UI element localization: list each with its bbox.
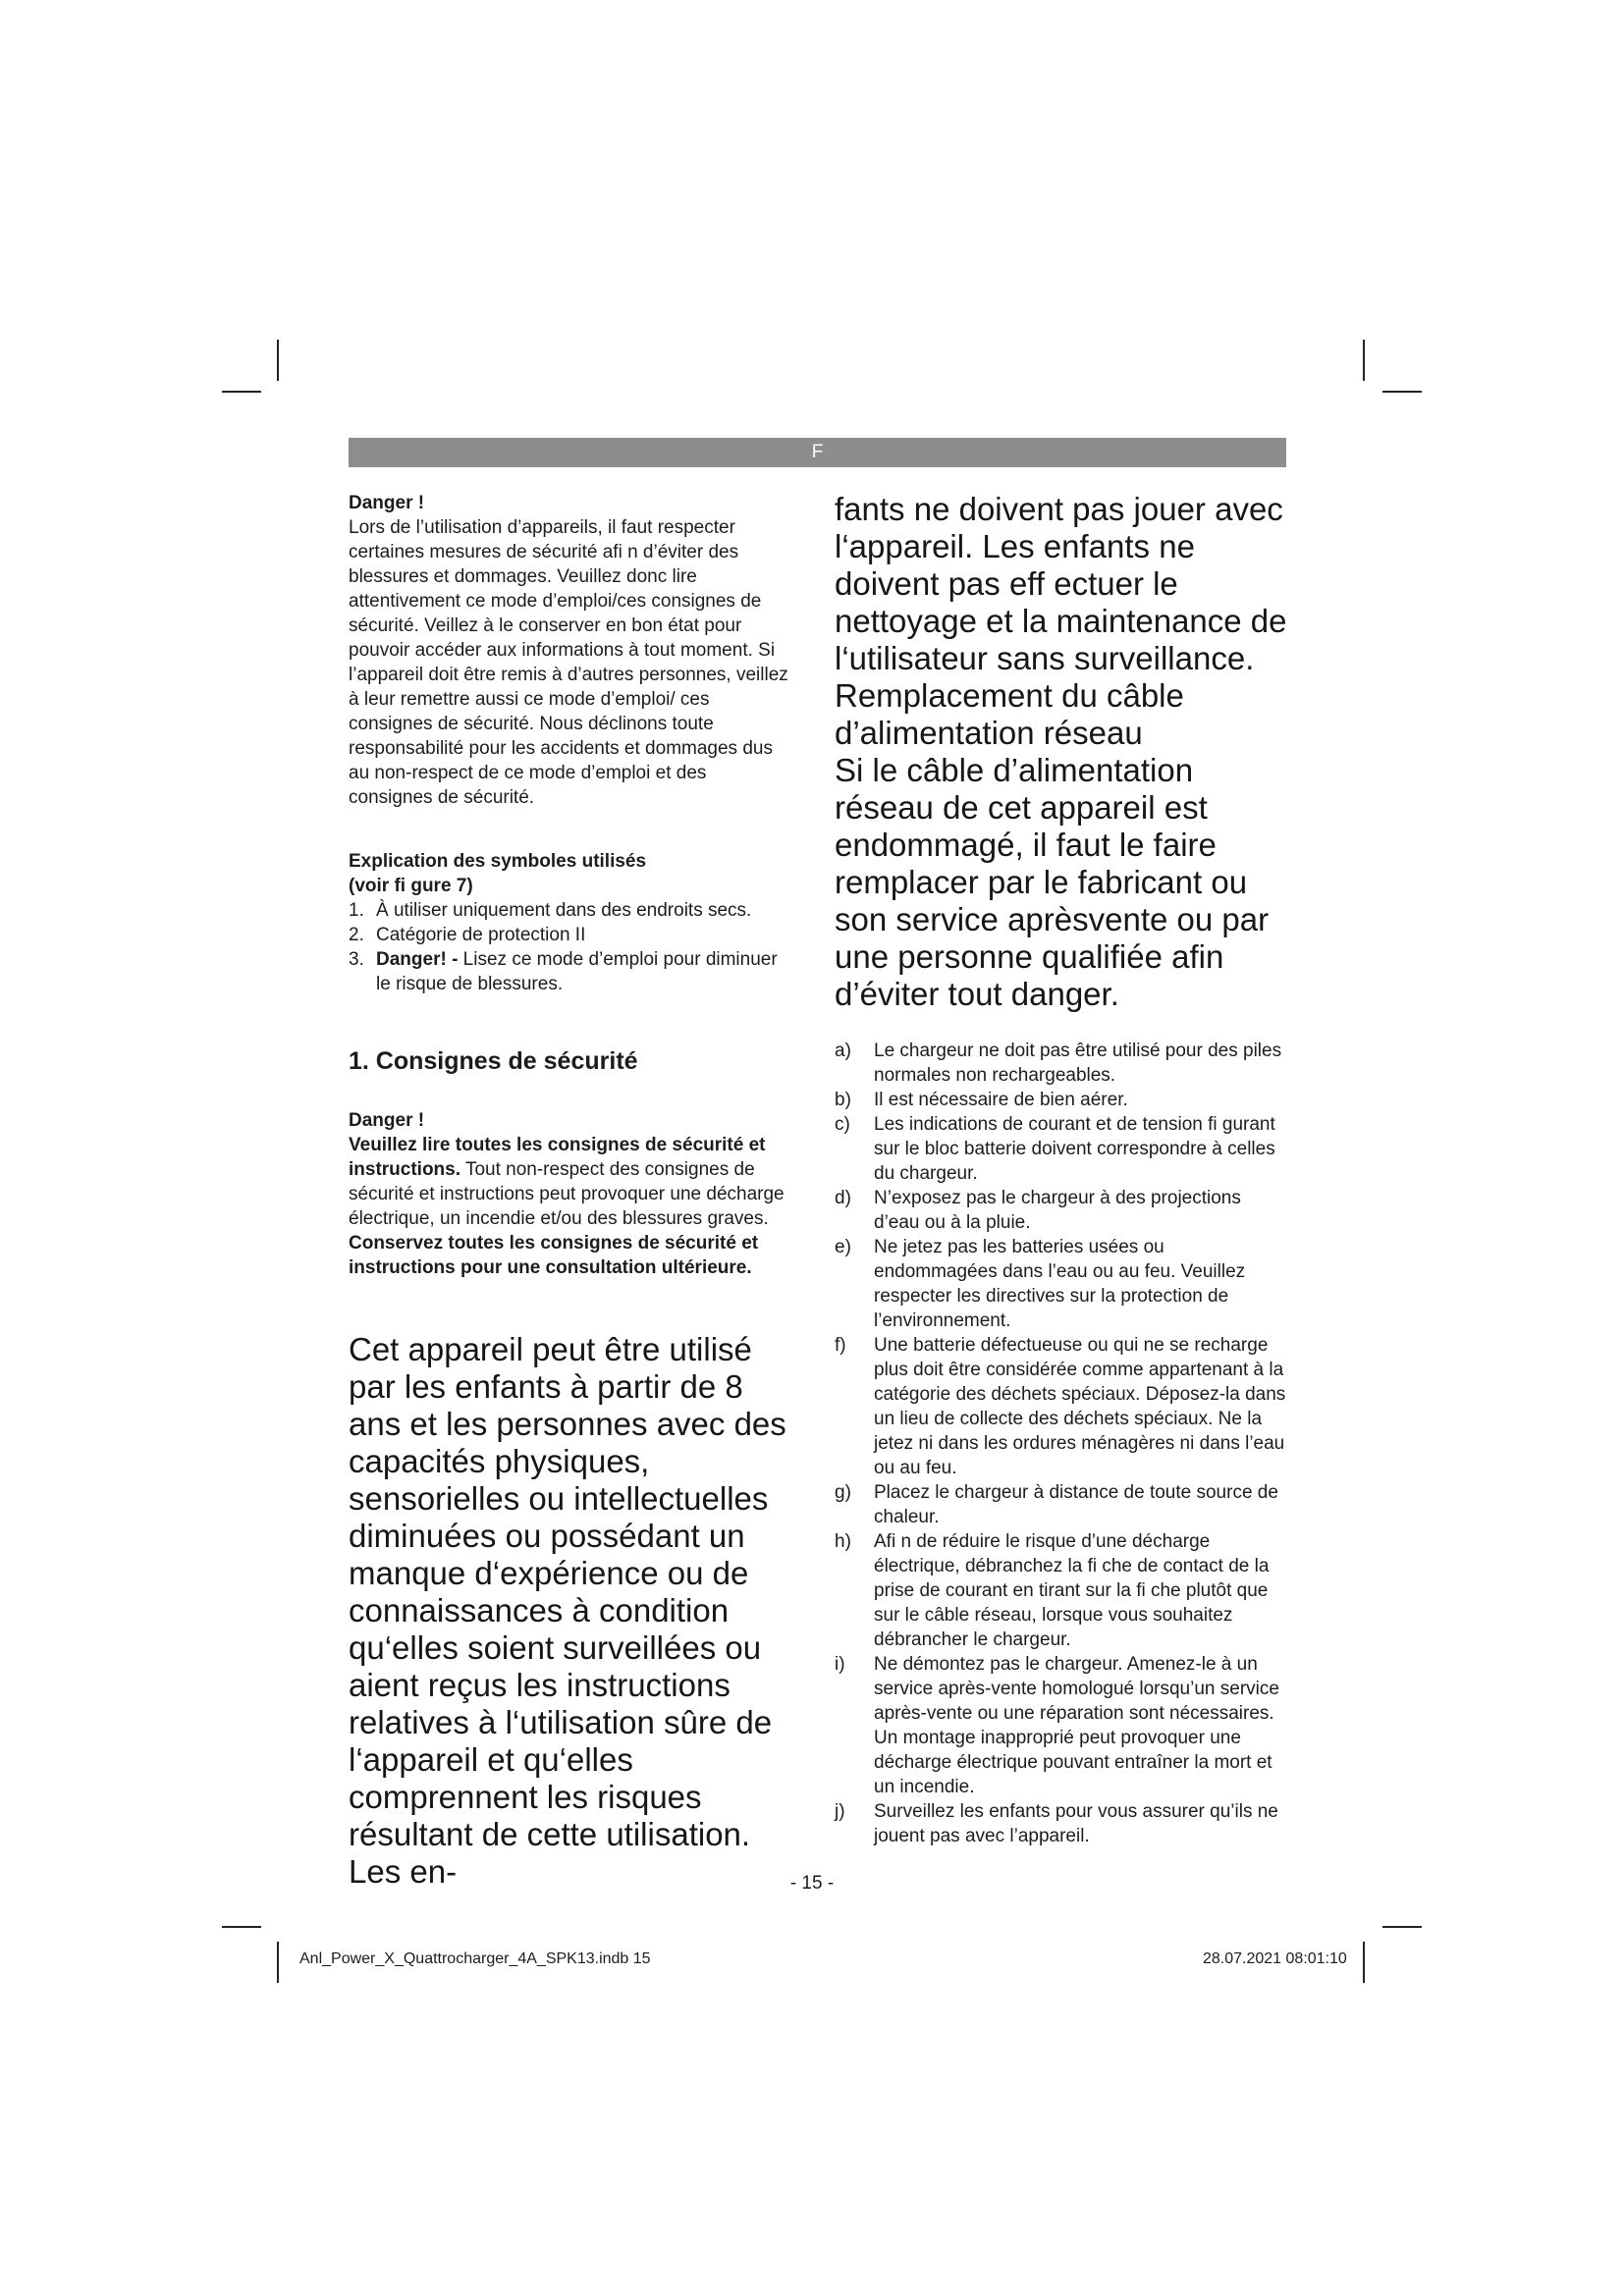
symbols-heading: Explication des symboles utilisés (voir fi gure 7) xyxy=(349,851,647,896)
page-number: - 15 - xyxy=(789,1873,835,1894)
crop-mark-top-right-vertical xyxy=(1363,340,1365,381)
crop-mark-top-left-horizontal xyxy=(222,391,261,393)
crop-mark-top-right-horizontal xyxy=(1382,391,1422,393)
safety-items-list xyxy=(835,1039,1288,1848)
list-item: e) Ne jetez pas les batteries usées ou endommagées dans l’eau ou au feu. Veuillez respecter les directives sur la protection de l’environnement. xyxy=(835,1237,1246,1331)
cable-replacement-title: Remplacement du câble d’alimentation réseau xyxy=(835,677,1184,751)
language-code: F xyxy=(811,442,824,462)
children-warning-continued: fants ne doivent pas jouer avec l‘appareil. Les enfants ne doivent pas eff ectuer le nettoyage et la maintenance de l‘utilisateur sans surveillance. xyxy=(835,491,1287,676)
danger-text: Lors de l’utilisation d’appareils, il faut respecter certaines mesures de sécurité afi n d’éviter des blessures et dommages. Veuillez donc lire attentivement ce mode d’emploi/ces consignes de sécurité. Veillez à le conserver en bon état pour pouvoir accéder aux informations à tout moment. Si l’appareil doit être remis à d’autres personnes, veillez à leur remettre aussi ce mode d’emploi/ ces consignes de sécurité. Nous déclinons toute responsabilité pour les accidents et dommages dus au non-respect de ce mode d’emploi et des consignes de sécurité. xyxy=(349,517,788,808)
danger2-title: Danger ! xyxy=(349,1110,425,1131)
print-slug-timestamp: 28.07.2021 08:01:10 xyxy=(1203,1950,1347,1967)
list-item: 1. À utiliser uniquement dans des endroits secs. xyxy=(349,900,752,921)
list-item: g) Placez le chargeur à distance de toute source de chaleur. xyxy=(835,1482,1278,1527)
children-warning-text: Cet appareil peut être utilisé par les enfants à partir de 8 ans et les personnes avec des capacités physiques, sensorielles ou intellectuelles diminuées ou possédant un manque d‘expérience ou de connaissances à condition qu‘elles soient surveillées ou aient reçus les instructions relatives à l‘utilisation sûre de l‘appareil et qu‘elles comprennent les risques résultant de cette utilisation. Les en- xyxy=(349,1331,786,1890)
list-item: j) Surveillez les enfants pour vous assurer qu’ils ne jouent pas avec l’appareil. xyxy=(835,1801,1278,1846)
danger2-keep-instructions: Conservez toutes les consignes de sécurité et instructions pour une consultation ultérieure. xyxy=(349,1233,759,1278)
list-item: c) Les indications de courant et de tension fi gurant sur le bloc batterie doivent correspondre à celles du chargeur. xyxy=(835,1114,1275,1184)
list-item: a) Le chargeur ne doit pas être utilisé pour des piles normales non rechargeables. xyxy=(835,1041,1282,1086)
crop-mark-bottom-left-vertical xyxy=(277,1942,279,1983)
list-item: b) Il est nécessaire de bien aérer. xyxy=(835,1090,1128,1110)
list-item: h) Afi n de réduire le risque d’une décharge électrique, débranchez la fi che de contact de la prise de courant en tirant sur la fi che plutôt que sur le câble réseau, lorsque vous souhaitez débrancher le chargeur. xyxy=(835,1531,1270,1650)
danger2-text: Veuillez lire toutes les consignes de sécurité et instructions. Tout non-respect des consignes de sécurité et instructions peut provoquer une décharge électrique, un incendie et/ou des blessures graves. xyxy=(349,1135,785,1229)
right-column xyxy=(835,491,1288,1848)
symbols-list xyxy=(349,898,795,996)
crop-mark-bottom-right-horizontal xyxy=(1382,1926,1422,1928)
list-item: i) Ne démontez pas le chargeur. Amenez-le à un service après-vente homologué lorsqu’un service après-vente ou une réparation sont nécessaires. Un montage inapproprié peut provoquer une décharge électrique pouvant entraîner la mort et un incendie. xyxy=(835,1654,1279,1797)
crop-mark-bottom-right-vertical xyxy=(1363,1942,1365,1983)
print-slug-filename: Anl_Power_X_Quattrocharger_4A_SPK13.indb 15 xyxy=(299,1950,651,1967)
crop-mark-top-left-vertical xyxy=(277,340,279,381)
list-item: f) Une batterie défectueuse ou qui ne se recharge plus doit être considérée comme appartenant à la catégorie des déchets spéciaux. Déposez-la dans un lieu de collecte des déchets spéciaux. Ne la jetez ni dans les ordures ménagères ni dans l’eau ou au feu. xyxy=(835,1335,1286,1478)
cable-replacement-text: Si le câble d’alimentation réseau de cet appareil est endommagé, il faut le faire remplacer par le fabricant ou son service aprèsvente ou par une personne qualifiée afin d’éviter tout danger. xyxy=(835,752,1270,1012)
list-item: 2. Catégorie de protection II xyxy=(349,925,586,945)
left-column xyxy=(349,491,795,1891)
list-item: d) N’exposez pas le chargeur à des projections d’eau ou à la pluie. xyxy=(835,1188,1241,1233)
list-item: 3. Danger! - Lisez ce mode d’emploi pour diminuer le risque de blessures. xyxy=(349,949,778,994)
language-band xyxy=(349,438,1286,467)
section-title: 1. Consignes de sécurité xyxy=(349,1047,638,1075)
crop-mark-bottom-left-horizontal xyxy=(222,1926,261,1928)
danger-title: Danger ! xyxy=(349,493,425,513)
